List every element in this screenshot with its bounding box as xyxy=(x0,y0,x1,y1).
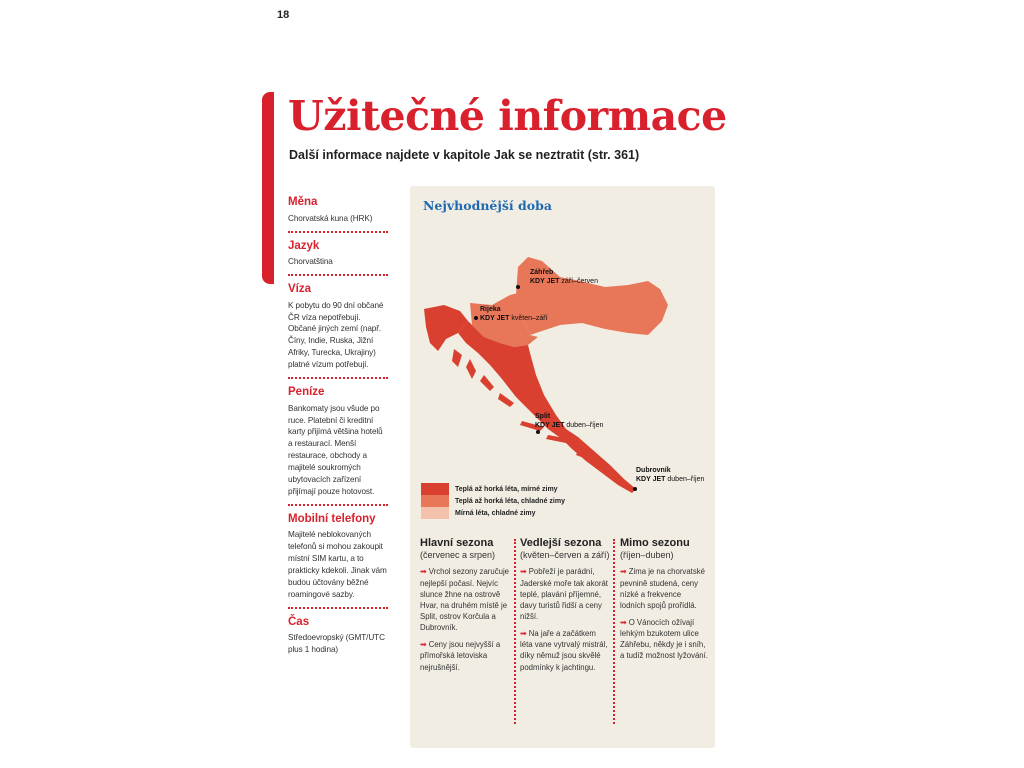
city-label-dubrovnik xyxy=(636,467,704,485)
info-heading: Měna xyxy=(288,196,318,208)
legend-label: Mírná léta, chladné zimy xyxy=(455,509,536,517)
column-divider xyxy=(613,539,615,724)
season-high xyxy=(420,537,514,679)
page-subtitle: Další informace najdete v kapitole Jak se neztratit (str. 361) xyxy=(289,148,640,162)
info-heading: Mobilní telefony xyxy=(288,512,376,525)
city-name: Dubrovník xyxy=(636,467,671,474)
city-dot-dubrovnik xyxy=(633,487,637,491)
season-subtitle: (říjen–duben) xyxy=(620,550,674,561)
arrow-right-icon: ➡ xyxy=(520,629,527,639)
season-bullet xyxy=(420,639,514,672)
info-block-language xyxy=(288,240,388,277)
legend-row xyxy=(421,507,565,519)
arrow-right-icon: ➡ xyxy=(420,567,427,577)
page-number: 18 xyxy=(277,9,290,21)
bullet-text: Na jaře a začátkem léta vane vytrvalý mistrál, díky němuž jsou skvělé podmínky k jachtingu. xyxy=(520,629,608,672)
city-when: KDY JET xyxy=(535,421,565,429)
city-name: Rijeka xyxy=(480,306,501,313)
season-title: Mimo sezonu xyxy=(620,537,690,549)
bullet-text: Pobřeží je parádní, Jaderské moře tak akorát teplé, plavání příjemné, davy turistů řidší a ceny nižší. xyxy=(520,567,608,621)
info-block-visa xyxy=(288,283,388,379)
info-block-time xyxy=(288,616,388,662)
city-dot-split xyxy=(536,430,540,434)
season-subtitle: (červenec a srpen) xyxy=(420,550,496,561)
legend-swatch xyxy=(421,495,449,507)
arrow-right-icon: ➡ xyxy=(620,567,627,577)
city-label-zagreb xyxy=(530,269,598,287)
arrow-right-icon: ➡ xyxy=(620,617,627,627)
red-accent-tab xyxy=(262,92,274,284)
city-dot-rijeka xyxy=(474,316,478,320)
info-heading: Jazyk xyxy=(288,239,320,252)
bullet-text: Ceny jsou nejvyšší a přímořská letoviska nejrušnější. xyxy=(420,640,501,672)
info-text: K pobytu do 90 dní občané ČR víza nepotřebují. Občané jiných zemí (např. Číny, Indie, Ruska, Jižní Afriky, Turecka, Ukrajiny) platné vízum potřebují. xyxy=(288,300,384,370)
city-label-split xyxy=(535,413,603,431)
city-months: duben–říjen xyxy=(566,421,604,429)
season-bullet xyxy=(520,628,610,673)
city-when: KDY JET xyxy=(480,314,510,322)
season-bullet xyxy=(520,566,610,622)
arrow-right-icon: ➡ xyxy=(520,567,527,577)
city-months: duben–říjen xyxy=(667,475,705,483)
info-text: Chorvatština xyxy=(288,257,333,267)
city-label-rijeka xyxy=(480,306,548,324)
map-region-istria xyxy=(424,305,468,351)
city-name: Split xyxy=(535,413,551,420)
season-title: Vedlejší sezona xyxy=(520,537,602,549)
info-text: Chorvatská kuna (HRK) xyxy=(288,213,373,223)
info-block-currency xyxy=(288,196,388,233)
city-months: květen–září xyxy=(511,314,548,322)
panel-heading: Nejvhodnější doba xyxy=(423,198,552,213)
season-shoulder xyxy=(520,537,610,679)
info-text: Středoevropský (GMT/UTC plus 1 hodina) xyxy=(288,633,385,655)
info-text: Majitelé neblokovaných telefonů si mohou zakoupit místní SIM kartu, a to prakticky kdekoli. Jinak vám budou účtovány běžné roamingové sazby. xyxy=(288,530,387,599)
info-block-mobile xyxy=(288,513,388,609)
legend-row xyxy=(421,495,565,507)
info-column xyxy=(288,196,388,669)
legend-swatch xyxy=(421,507,449,519)
arrow-right-icon: ➡ xyxy=(420,640,427,650)
season-bullet xyxy=(620,617,708,662)
city-when: KDY JET xyxy=(530,277,560,285)
info-heading: Víza xyxy=(288,283,312,296)
seasons-section xyxy=(420,537,710,739)
info-text: Bankomaty jsou všude po ruce. Platební či kreditní karty přijímá většina hotelů a restaurací. Menší restaurace, obchody a majitelé soukromých ubytovacích zařízení přijímají pouze hotovost. xyxy=(288,403,383,496)
bullet-text: Vrchol sezony zaručuje nejlepší počasí. Nejvíc slunce žhne na ostrově Hvar, na druhém místě je Split, ostrov Korčula a Dubrovník. xyxy=(420,567,510,633)
city-name: Záhřeb xyxy=(530,269,554,276)
season-low xyxy=(620,537,708,668)
map-legend xyxy=(421,483,565,519)
column-divider xyxy=(514,539,516,724)
legend-label: Teplá až horká léta, chladné zimy xyxy=(455,497,565,505)
legend-row xyxy=(421,483,565,495)
city-months: září–červen xyxy=(561,277,598,285)
season-title: Hlavní sezona xyxy=(420,537,494,549)
city-dot-zagreb xyxy=(516,285,520,289)
season-subtitle: (květen–červen a září) xyxy=(520,550,610,561)
info-heading: Čas xyxy=(288,615,310,628)
bullet-text: Zima je na chorvatské pevnině studená, ceny nízké a frekvence lodních spojů prořídlá. xyxy=(620,567,705,610)
season-bullet xyxy=(620,566,708,611)
page-title: Užitečné informace xyxy=(288,92,727,140)
legend-label: Teplá až horká léta, mírné zimy xyxy=(455,485,558,493)
season-bullet xyxy=(420,566,514,633)
city-when: KDY JET xyxy=(636,475,666,483)
map-region-south xyxy=(562,429,636,493)
bullet-text: O Vánocích ožívají lehkým bzukotem ulice Záhřebu, někdy je i sníh, a tudíž možnost lyžování. xyxy=(620,617,708,661)
info-block-money xyxy=(288,386,388,506)
legend-swatch xyxy=(421,483,449,495)
info-heading: Peníze xyxy=(288,386,325,399)
